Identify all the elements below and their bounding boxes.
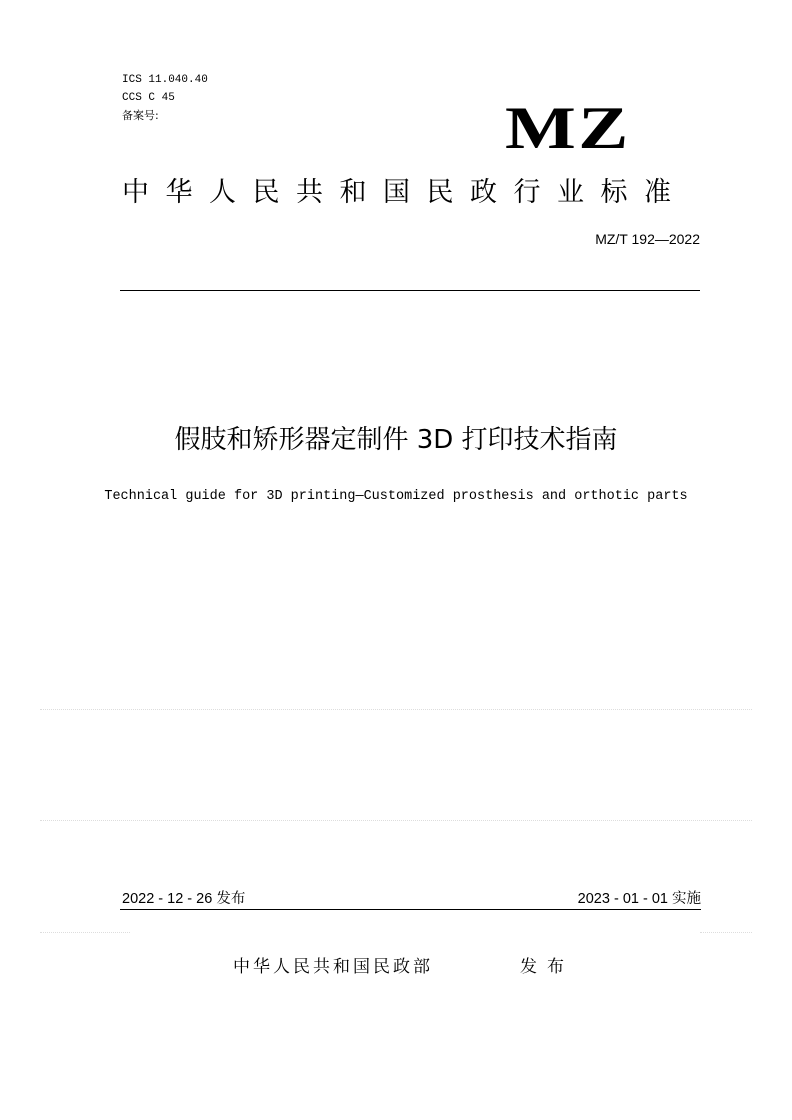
document-title-english: Technical guide for 3D printing—Customized prosthesis and orthotic parts [104, 489, 688, 504]
ics-code: ICS 11.040.40 [122, 74, 208, 86]
filing-number-label: 备案号: [122, 109, 159, 122]
ccs-code: CCS C 45 [122, 92, 175, 104]
issue-label: 发布 [520, 957, 574, 977]
footer-divider [120, 909, 701, 910]
dotted-guide-line [40, 709, 752, 710]
document-title-chinese: 假肢和矫形器定制件 3D 打印技术指南 [174, 425, 618, 455]
standard-category-title: 中华人民共和国民政行业标准 [122, 177, 688, 208]
dotted-guide-line [40, 820, 752, 821]
standard-number: MZ/T 192—2022 [595, 231, 700, 247]
issuing-authority: 中华人民共和国民政部 [233, 957, 433, 977]
mz-logo: MZ [505, 95, 631, 161]
dotted-guide-line [700, 932, 752, 933]
implementation-date: 2023 - 01 - 01 实施 [577, 891, 701, 907]
dotted-guide-line [40, 932, 130, 933]
issue-date: 2022 - 12 - 26 发布 [122, 891, 246, 907]
header-divider [120, 290, 700, 291]
